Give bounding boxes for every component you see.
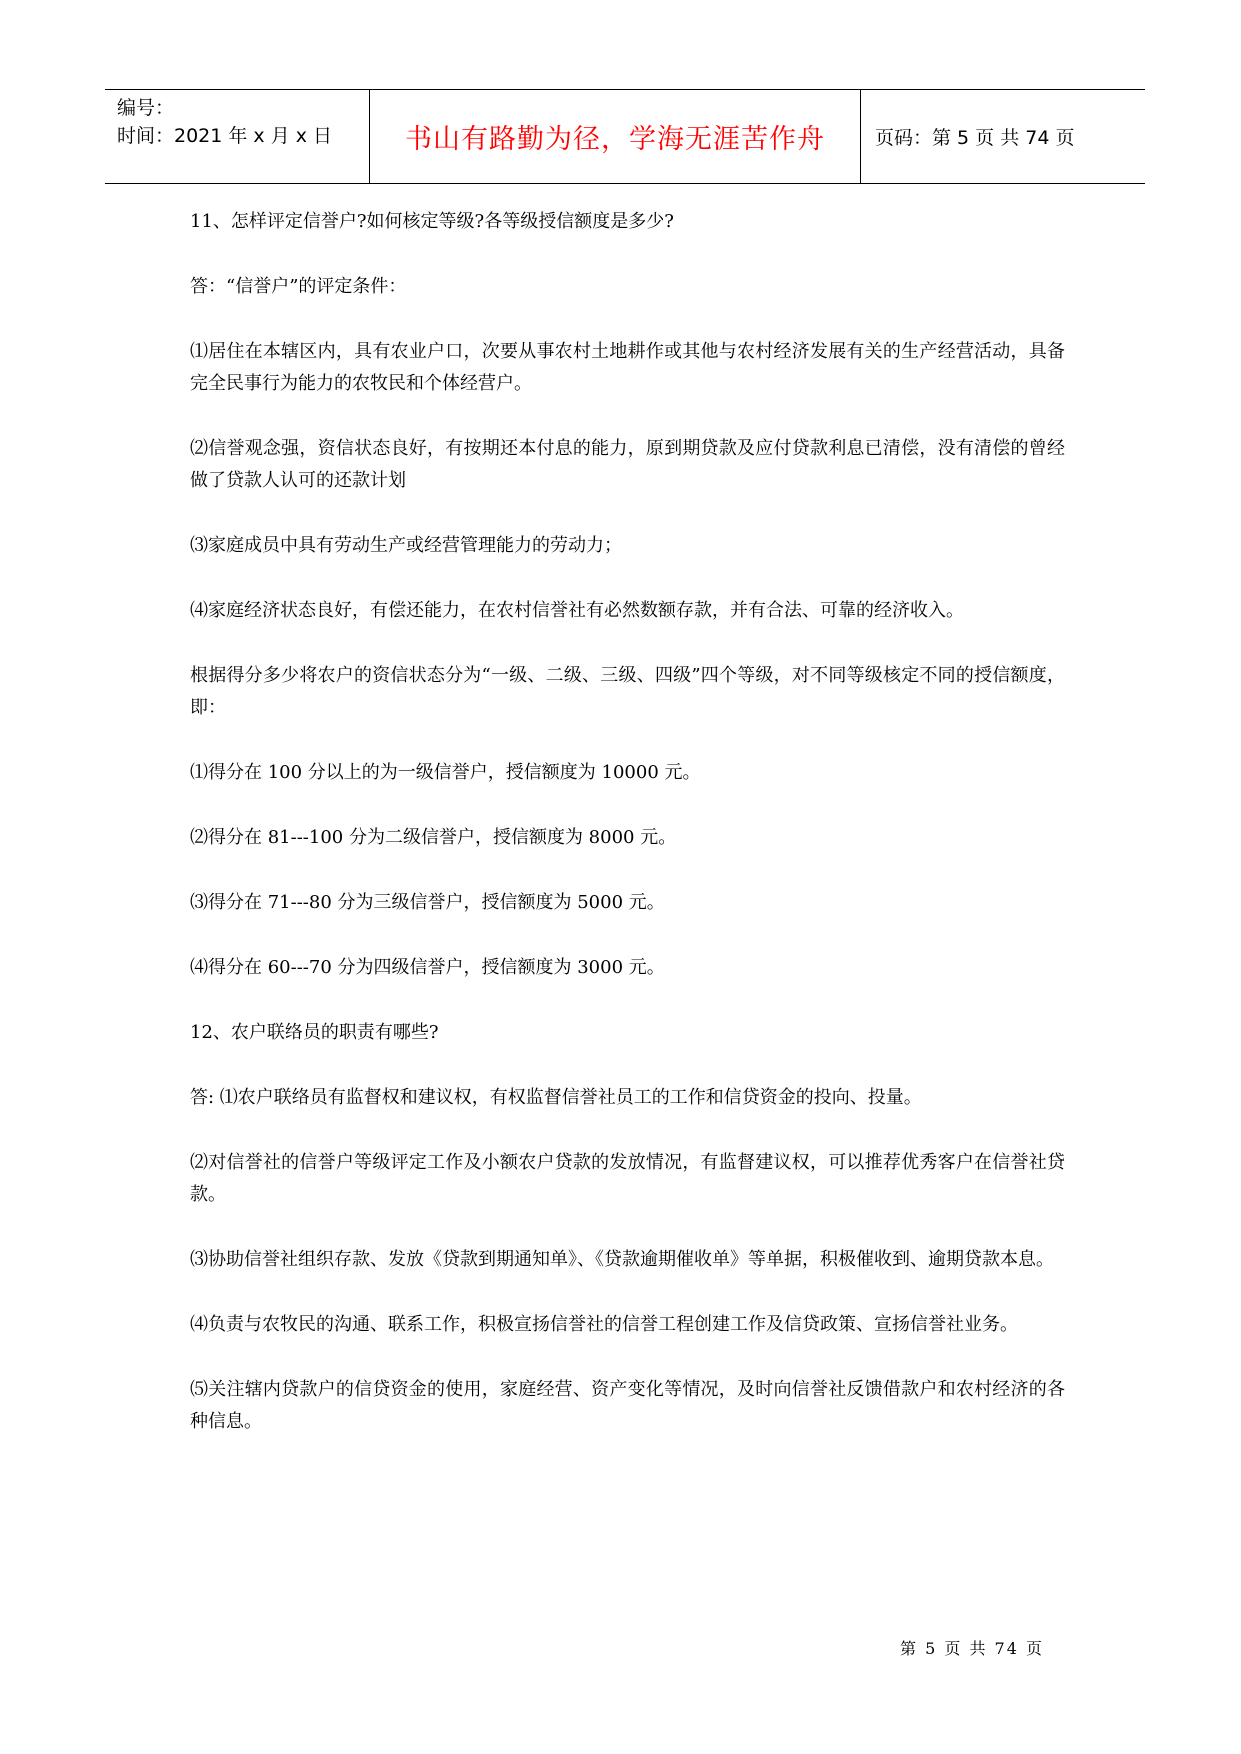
duty-1: 答: ⑴农户联络员有监督权和建议权，有权监督信誉社员工的工作和信贷资金的投向、投量。 [190,1087,922,1108]
question-12: 12、农户联络员的职责有哪些? [190,1022,439,1043]
grade-1: ⑴得分在 100 分以上的为一级信誉户，授信额度为 10000 元。 [190,762,701,783]
condition-3: ⑶家庭成员中具有劳动生产或经营管理能力的劳动力； [190,535,622,556]
document-body [190,206,1065,1471]
header-motto: 书山有路勤为径，学海无涯苦作舟 [405,124,825,155]
question-11: 11、怎样评定信誉户?如何核定等级?各等级授信额度是多少? [190,211,674,232]
answer-11-intro: 答：“信誉户”的评定条件： [190,276,407,297]
header-page-info: 页码：第 5 页 共 74 页 [875,127,1075,149]
document-number-label: 编号： [117,97,175,119]
header-divider-right [860,90,861,183]
duty-3: ⑶协助信誉社组织存款、发放《贷款到期通知单》、《贷款逾期催收单》等单据，积极催收到、逾期贷款本息。 [190,1249,1054,1270]
document-time-label: 时间：2021 年 x 月 x 日 [117,125,333,147]
grade-4: ⑷得分在 60---70 分为四级信誉户，授信额度为 3000 元。 [190,957,665,978]
grade-2: ⑵得分在 81---100 分为二级信誉户，授信额度为 8000 元。 [190,827,677,848]
duty-5: ⑸关注辖内贷款户的信贷资金的使用，家庭经营、资产变化等情况，及时向信誉社反馈借款户和农村经济的各种信息。 [190,1379,1065,1432]
condition-1: ⑴居住在本辖区内，具有农业户口，次要从事农村土地耕作或其他与农村经济发展有关的生产经营活动，具备完全民事行为能力的农牧民和个体经营户。 [190,341,1065,394]
duty-2: ⑵对信誉社的信誉户等级评定工作及小额农户贷款的发放情况，有监督建议权，可以推荐优秀客户在信誉社贷款。 [190,1152,1065,1205]
duty-4: ⑷负责与农牧民的沟通、联系工作，积极宣扬信誉社的信誉工程创建工作及信贷政策、宣扬信誉社业务。 [190,1314,1018,1335]
page-header [105,89,1145,184]
condition-4: ⑷家庭经济状态良好，有偿还能力，在农村信誉社有必然数额存款，并有合法、可靠的经济收入。 [190,600,964,621]
condition-2: ⑵信誉观念强，资信状态良好，有按期还本付息的能力，原到期贷款及应付贷款利息已清偿，没有清偿的曾经做了贷款人认可的还款计划 [190,438,1065,491]
grade-3: ⑶得分在 71---80 分为三级信誉户，授信额度为 5000 元。 [190,892,665,913]
page-footer: 第 5 页 共 74 页 [900,1639,1044,1658]
grading-intro: 根据得分多少将农户的资信状态分为“一级、二级、三级、四级”四个等级，对不同等级核定不同的授信额度，即： [190,665,1065,718]
